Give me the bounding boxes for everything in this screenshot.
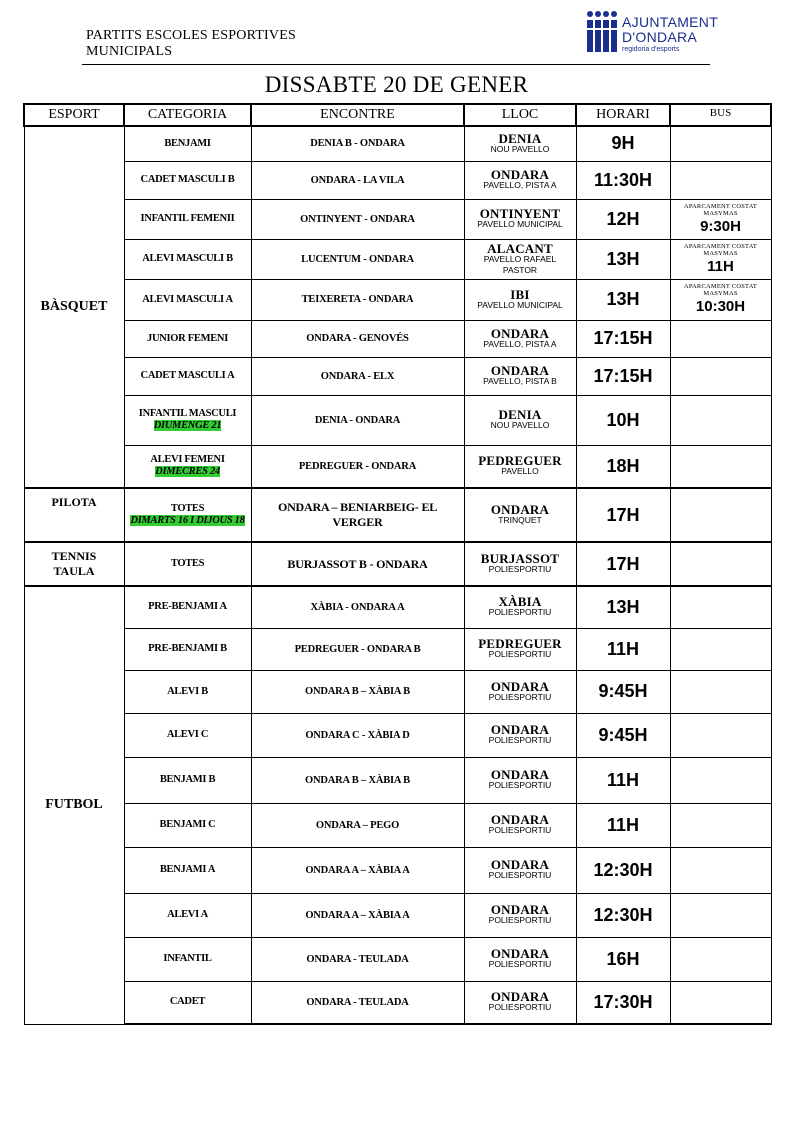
column-header-lloc: LLOC	[464, 104, 576, 126]
categoria-cell: ALEVI MASCULI A	[124, 279, 251, 320]
bus-cell	[670, 670, 771, 713]
lloc-cell: ONDARA POLIESPORTIU	[464, 803, 576, 847]
horari-cell: 16H	[576, 937, 670, 981]
categoria-cell: CADET	[124, 981, 251, 1024]
table-row	[24, 488, 771, 542]
categoria-cell: ALEVI MASCULI B	[124, 239, 251, 279]
ajuntament-logo	[586, 10, 719, 56]
sport-tennis-taula: TENNIS TAULA	[24, 542, 124, 586]
encontre-cell: TEIXERETA - ONDARA	[251, 279, 464, 320]
categoria-cell: BENJAMI A	[124, 847, 251, 893]
bus-time: 11H	[707, 257, 734, 275]
table-row	[24, 239, 771, 279]
categoria-cell: ALEVI FEMENI DIMECRES 24	[124, 445, 251, 488]
categoria-cell: INFANTIL FEMENII	[124, 199, 251, 239]
sport-futbol: FUTBOL	[24, 586, 124, 1024]
bus-cell	[670, 628, 771, 670]
encontre-cell: ONDARA - TEULADA	[251, 937, 464, 981]
table-row	[24, 670, 771, 713]
header-divider	[82, 64, 710, 65]
horari-cell: 12:30H	[576, 847, 670, 893]
table-row	[24, 126, 771, 161]
bus-cell	[670, 542, 771, 586]
lloc-cell: ONDARA TRINQUET	[464, 488, 576, 542]
table-row	[24, 161, 771, 199]
categoria-cell: BENJAMI B	[124, 757, 251, 803]
header-line-1: PARTITS ESCOLES ESPORTIVES	[86, 28, 296, 43]
encontre-cell: ONDARA C - XÀBIA D	[251, 713, 464, 757]
lloc-cell: BURJASSOT POLIESPORTIU	[464, 542, 576, 586]
encontre-cell: ONDARA – BENIARBEIG- EL VERGER	[251, 488, 464, 542]
categoria-cell: ALEVI B	[124, 670, 251, 713]
document-header	[86, 28, 296, 60]
encontre-cell: ONDARA – PEGO	[251, 803, 464, 847]
categoria-cell: JUNIOR FEMENI	[124, 320, 251, 357]
categoria-cell: INFANTIL MASCULI DIUMENGE 21	[124, 395, 251, 445]
bus-cell	[670, 488, 771, 542]
bus-cell	[670, 126, 771, 161]
categoria-cell: TOTES	[124, 542, 251, 586]
encontre-cell: PEDREGUER - ONDARA	[251, 445, 464, 488]
logo-text-regidoria: regidoria d'esports	[622, 46, 680, 53]
bus-cell	[670, 279, 771, 320]
encontre-cell: ONDARA B – XÀBIA B	[251, 670, 464, 713]
ajuntament-emblem-icon	[586, 10, 618, 54]
bus-cell	[670, 981, 771, 1024]
encontre-cell: XÀBIA - ONDARA A	[251, 586, 464, 628]
bus-cell	[670, 320, 771, 357]
table-row	[24, 395, 771, 445]
bus-cell	[670, 199, 771, 239]
categoria-cell: INFANTIL	[124, 937, 251, 981]
encontre-cell: ONDARA B – XÀBIA B	[251, 757, 464, 803]
table-row	[24, 713, 771, 757]
column-header-encontre: ENCONTRE	[251, 104, 464, 126]
lloc-cell: ONTINYENT PAVELLO MUNICIPAL	[464, 199, 576, 239]
bus-cell	[670, 395, 771, 445]
categoria-cell: CADET MASCULI A	[124, 357, 251, 395]
categoria-cell: ALEVI A	[124, 893, 251, 937]
horari-cell: 12:30H	[576, 893, 670, 937]
table-row	[24, 586, 771, 628]
column-header-horari: HORARI	[576, 104, 670, 126]
schedule-table	[23, 103, 772, 1025]
column-header-categoria: CATEGORIA	[124, 104, 251, 126]
table-row	[24, 757, 771, 803]
table-row	[24, 279, 771, 320]
horari-cell: 17:15H	[576, 320, 670, 357]
logo-text-ondara: D'ONDARA	[622, 29, 698, 45]
encontre-cell: ONDARA A – XÀBIA A	[251, 893, 464, 937]
horari-cell: 11:30H	[576, 161, 670, 199]
column-header-esport: ESPORT	[24, 104, 124, 126]
table-row	[24, 320, 771, 357]
horari-cell: 13H	[576, 586, 670, 628]
horari-cell: 17:30H	[576, 981, 670, 1024]
horari-cell: 11H	[576, 757, 670, 803]
encontre-cell: PEDREGUER - ONDARA B	[251, 628, 464, 670]
bus-cell	[670, 757, 771, 803]
table-row	[24, 847, 771, 893]
date-note-highlight: DIMECRES 24	[155, 466, 220, 478]
horari-cell: 12H	[576, 199, 670, 239]
lloc-cell: ONDARA POLIESPORTIU	[464, 757, 576, 803]
lloc-cell: ALACANT PAVELLO RAFAEL PASTOR	[464, 239, 576, 279]
lloc-cell: ONDARA POLIESPORTIU	[464, 937, 576, 981]
table-row	[24, 542, 771, 586]
encontre-cell: ONDARA - GENOVÉS	[251, 320, 464, 357]
lloc-cell: XÀBIA POLIESPORTIU	[464, 586, 576, 628]
lloc-cell: ONDARA POLIESPORTIU	[464, 847, 576, 893]
lloc-cell: PEDREGUER POLIESPORTIU	[464, 628, 576, 670]
table-row	[24, 357, 771, 395]
table-row	[24, 628, 771, 670]
table-row	[24, 937, 771, 981]
lloc-cell: ONDARA POLIESPORTIU	[464, 670, 576, 713]
encontre-cell: ONDARA - LA VILA	[251, 161, 464, 199]
horari-cell: 18H	[576, 445, 670, 488]
bus-cell	[670, 713, 771, 757]
lloc-cell: PEDREGUER PAVELLO	[464, 445, 576, 488]
encontre-cell: ONDARA A – XÀBIA A	[251, 847, 464, 893]
horari-cell: 9:45H	[576, 713, 670, 757]
categoria-cell: PRE-BENJAMI A	[124, 586, 251, 628]
header-line-2: MUNICIPALS	[86, 44, 173, 59]
bus-cell	[670, 239, 771, 279]
table-header-row	[24, 104, 771, 126]
encontre-cell: ONDARA - TEULADA	[251, 981, 464, 1024]
categoria-cell: BENJAMI	[124, 126, 251, 161]
categoria-cell: ALEVI C	[124, 713, 251, 757]
categoria-cell: BENJAMI C	[124, 803, 251, 847]
bus-cell	[670, 586, 771, 628]
lloc-cell: ONDARA PAVELLO, PISTA B	[464, 357, 576, 395]
bus-cell	[670, 445, 771, 488]
horari-cell: 10H	[576, 395, 670, 445]
bus-cell	[670, 937, 771, 981]
page-title: DISSABTE 20 DE GENER	[264, 72, 529, 97]
table-row	[24, 803, 771, 847]
horari-cell: 9:45H	[576, 670, 670, 713]
categoria-cell: TOTES DIMARTS 16 I DIJOUS 18	[124, 488, 251, 542]
bus-time: 10:30H	[695, 298, 746, 315]
horari-cell: 11H	[576, 803, 670, 847]
table-row	[24, 199, 771, 239]
table-row	[24, 981, 771, 1024]
bus-note: APARCAMENT COSTAT MASYMAS	[683, 242, 758, 257]
table-row	[24, 445, 771, 488]
sport-pilota: PILOTA	[24, 488, 124, 542]
bus-note: APARCAMENT COSTAT MASYMAS	[683, 202, 758, 217]
date-note-highlight: DIMARTS 16 I DIJOUS 18	[130, 515, 245, 526]
horari-cell: 11H	[576, 628, 670, 670]
lloc-cell: DENIA NOU PAVELLO	[464, 395, 576, 445]
horari-cell: 9H	[576, 126, 670, 161]
lloc-cell: ONDARA POLIESPORTIU	[464, 713, 576, 757]
bus-cell	[670, 893, 771, 937]
encontre-cell: DENIA B - ONDARA	[251, 126, 464, 161]
table-row	[24, 893, 771, 937]
bus-cell	[670, 161, 771, 199]
encontre-cell: LUCENTUM - ONDARA	[251, 239, 464, 279]
bus-cell	[670, 357, 771, 395]
bus-cell	[670, 847, 771, 893]
encontre-cell: BURJASSOT B - ONDARA	[251, 542, 464, 586]
bus-cell	[670, 803, 771, 847]
horari-cell: 17H	[576, 542, 670, 586]
column-header-bus: BUS	[670, 104, 771, 126]
lloc-cell: ONDARA POLIESPORTIU	[464, 981, 576, 1024]
horari-cell: 13H	[576, 279, 670, 320]
categoria-cell: CADET MASCULI B	[124, 161, 251, 199]
bus-note: APARCAMENT COSTAT MASYMAS	[683, 283, 758, 297]
horari-cell: 17:15H	[576, 357, 670, 395]
date-note-highlight: DIUMENGE 21	[153, 420, 222, 431]
categoria-cell: PRE-BENJAMI B	[124, 628, 251, 670]
horari-cell: 13H	[576, 239, 670, 279]
lloc-cell: IBI PAVELLO MUNICIPAL	[464, 279, 576, 320]
encontre-cell: ONDARA - ELX	[251, 357, 464, 395]
lloc-cell: ONDARA PAVELLO, PISTA A	[464, 161, 576, 199]
encontre-cell: ONTINYENT - ONDARA	[251, 199, 464, 239]
logo-text-ajuntament: AJUNTAMENT	[622, 14, 719, 30]
horari-cell: 17H	[576, 488, 670, 542]
lloc-cell: DENIA NOU PAVELLO	[464, 126, 576, 161]
encontre-cell: DENIA - ONDARA	[251, 395, 464, 445]
sport-basquet: BÀSQUET	[24, 126, 124, 488]
lloc-cell: ONDARA POLIESPORTIU	[464, 893, 576, 937]
bus-time: 9:30H	[700, 217, 741, 235]
lloc-cell: ONDARA PAVELLO, PISTA A	[464, 320, 576, 357]
